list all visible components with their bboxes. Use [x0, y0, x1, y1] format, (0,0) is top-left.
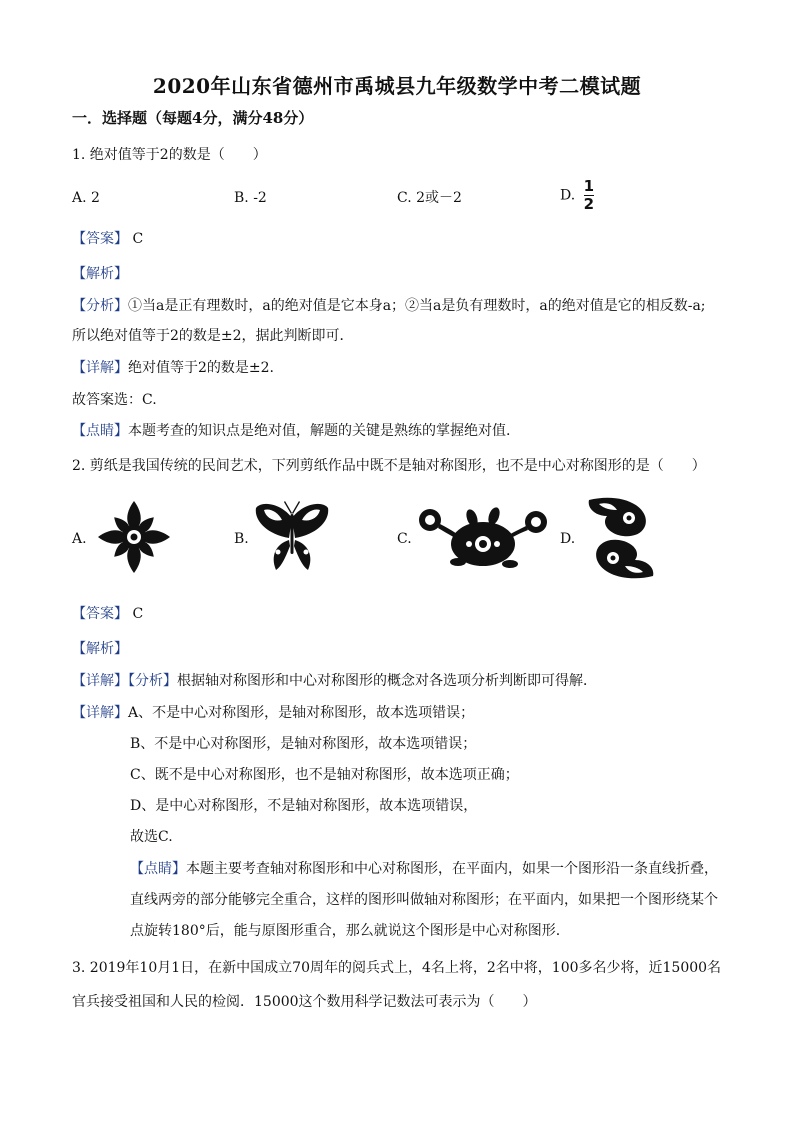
fraction-denominator: 2: [583, 195, 595, 213]
q1-option-d: [560, 178, 594, 213]
answer-tag: 【答案】: [72, 231, 128, 247]
paper-cut-butterfly-b-image: [252, 498, 332, 578]
comment-tag: 【点睛】: [130, 861, 186, 877]
q1-stem: 1. 绝对值等于2的数是（ ）: [72, 147, 267, 163]
q2-detail-c: C、既不是中心对称图形，也不是轴对称图形，故本选项正确；: [130, 767, 519, 783]
q1-option-d-label: D.: [560, 187, 576, 204]
comment-text: 本题主要考查轴对称图形和中心对称图形，在平面内，如果一个图形沿一条直线折叠，: [186, 861, 718, 877]
detail-text: 绝对值等于2的数是±2.: [128, 360, 274, 376]
section-heading: 一．选择题（每题4分，满分48分）: [72, 109, 314, 127]
q1-analysis-tag: 【解析】: [72, 266, 128, 282]
q3-stem-1: 3. 2019年10月1日，在新中国成立70周年的阅兵式上，4名上将，2名中将，100多名少将，近15000名: [72, 960, 722, 976]
fenxi-tag: 【分析】: [72, 298, 128, 314]
paper-cut-fish-d-image: [583, 494, 659, 582]
q1-option-c: C. 2或－2: [397, 190, 462, 206]
paper-cut-flower-a-image: [95, 498, 173, 576]
q1-detail: [72, 358, 274, 378]
q2-label-b: B.: [234, 531, 249, 547]
q2-comment-2: 直线两旁的部分能够完全重合，这样的图形叫做轴对称图形；在平面内，如果把一个图形绕某个: [130, 892, 718, 908]
q2-choose: 故选C.: [130, 829, 173, 845]
q1-fenxi-1: [72, 296, 706, 316]
detail-tag: 【详解】: [72, 705, 128, 721]
paper-cut-flower-c-image: [414, 500, 552, 576]
q1-option-d-fraction: [584, 178, 594, 213]
fenxi-tag: 【分析】: [128, 673, 177, 689]
q1-fenxi-2: 所以绝对值等于2的数是±2，据此判断即可．: [72, 328, 354, 344]
answer-value: C: [132, 606, 144, 622]
q2-detail-b: B、不是中心对称图形，是轴对称图形，故本选项错误；: [130, 736, 477, 752]
fraction-numerator: 1: [583, 177, 595, 195]
q1-answer: [72, 229, 143, 249]
q1-option-a: A. 2: [72, 190, 100, 206]
q2-label-d: D.: [560, 531, 576, 547]
q1-comment: [72, 421, 510, 441]
q1-choose: 故答案选：C.: [72, 392, 157, 408]
q2-fenxi: [72, 671, 597, 691]
comment-tag: 【点睛】: [72, 423, 128, 439]
q2-analysis-tag: 【解析】: [72, 641, 128, 657]
q1-option-b: B. -2: [234, 190, 267, 206]
detail-text: A、不是中心对称图形，是轴对称图形，故本选项错误；: [128, 705, 475, 721]
q2-label-a: A.: [72, 531, 87, 547]
answer-value: C: [132, 231, 144, 247]
q2-stem: 2. 剪纸是我国传统的民间艺术，下列剪纸作品中既不是轴对称图形，也不是中心对称图形的是（ ）: [72, 458, 706, 474]
comment-text: 本题考查的知识点是绝对值，解题的关键是熟练的掌握绝对值.: [128, 423, 511, 439]
q2-detail-d: D、是中心对称图形，不是轴对称图形，故本选项错误，: [130, 798, 478, 814]
q2-label-c: C.: [397, 531, 412, 547]
q2-comment-3: 点旋转180°后，能与原图形重合，那么就说这个图形是中心对称图形.: [130, 923, 561, 939]
detail-tag: 【详解】: [72, 673, 128, 689]
q3-stem-2: 官兵接受祖国和人民的检阅．15000这个数用科学记数法可表示为（ ）: [72, 994, 537, 1010]
fenxi-text: 根据轴对称图形和中心对称图形的概念对各选项分析判断即可得解．: [177, 673, 597, 689]
answer-tag: 【答案】: [72, 606, 128, 622]
q2-answer: [72, 604, 143, 624]
fenxi-text: ①当a是正有理数时，a的绝对值是它本身a；②当a是负有理数时，a的绝对值是它的相反数-a;: [128, 298, 706, 314]
page-title: 2020年山东省德州市禹城县九年级数学中考二模试题: [152, 74, 642, 98]
detail-tag: 【详解】: [72, 360, 128, 376]
q2-detail-a: [72, 703, 474, 723]
q2-comment-1: [130, 859, 718, 879]
